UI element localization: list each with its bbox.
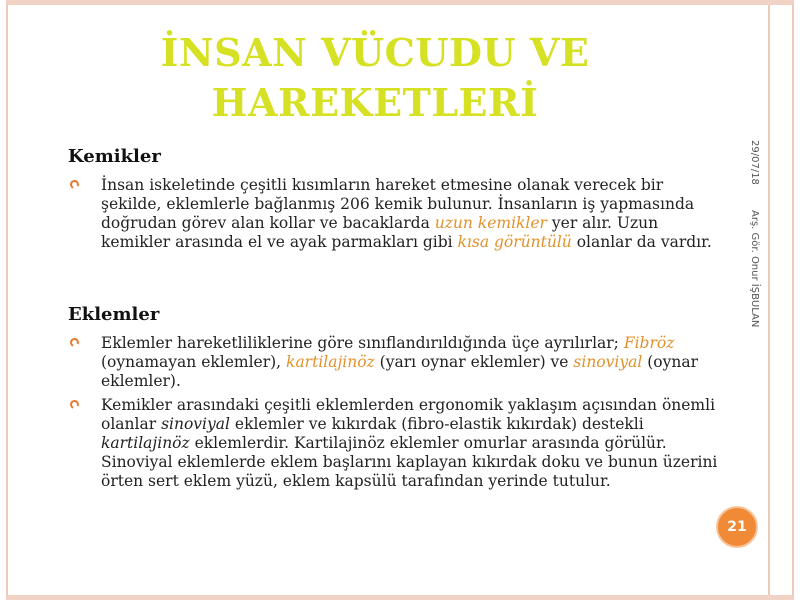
bullet-eklemler-2: [70, 396, 720, 491]
heading-eklemler: Eklemler: [68, 304, 160, 325]
bullet-icon: [69, 399, 81, 411]
highlight-term: uzun kemikler: [434, 214, 547, 232]
text-run: Kemikler arasındaki çeşitli eklemlerden ergonomik yaklaşım açısından önemli olanlar: [101, 396, 716, 433]
italic-term: kartilajinöz: [101, 434, 190, 452]
title-line-2: HAREKETLERİ: [211, 80, 539, 125]
text-run: eklemler ve kıkırdak (fibro-elastik kıkırdak) destekli: [229, 415, 644, 433]
bullet-icon: [69, 179, 81, 191]
bullet-text: [101, 176, 720, 252]
bullet-icon: [69, 337, 81, 349]
highlight-term: Fibröz: [623, 334, 675, 352]
text-run: İnsan iskeletinde çeşitli kısımların hareket etmesine olanak verecek bir şekilde, eklemlerle bağlanmış 206 kemik bulunur. İnsanların iş yapmasında doğrudan görev alan kollar ve bacaklarda: [101, 176, 695, 232]
text-run: Eklemler hareketliliklerine göre sınıflandırıldığında üçe ayrılırlar;: [101, 334, 624, 352]
italic-term: sinoviyal: [161, 415, 230, 433]
bottom-border-band: [6, 595, 794, 600]
right-divider-line: [768, 5, 770, 595]
slide-title: [90, 28, 660, 128]
text-run: (oynar eklemler).: [101, 353, 699, 390]
bullet-kemikler: [70, 176, 720, 252]
highlight-term: kısa görüntülü: [457, 233, 572, 251]
page-number-badge: 21: [716, 506, 758, 548]
side-date: 29/07/18: [749, 140, 760, 185]
heading-kemikler: Kemikler: [68, 146, 161, 167]
text-run: (yarı oynar eklemler) ve: [374, 353, 574, 371]
title-line-1: İNSAN VÜCUDU VE: [160, 30, 590, 75]
text-run: olanlar da vardır.: [571, 233, 712, 251]
highlight-term: sinoviyal: [573, 353, 643, 371]
side-author: Arş. Gör. Onur İŞBULAN: [749, 210, 760, 328]
highlight-term: kartilajinöz: [286, 353, 375, 371]
text-run: yer alır. Uzun kemikler arasında el ve ayak parmakları gibi: [101, 214, 659, 251]
text-run: eklemlerdir. Kartilajinöz eklemler omurlar arasında görülür. Sinoviyal eklemlerde eklem başlarını kaplayan kıkırdak doku ve bunun üzerini örten sert eklem yüzü, eklem kapsülü tarafından yerinde tutulur.: [101, 434, 718, 490]
text-run: (oynamayan eklemler),: [101, 353, 287, 371]
bullet-text: [101, 334, 720, 391]
bullet-eklemler-1: [70, 334, 720, 391]
bullet-text: [101, 396, 720, 491]
